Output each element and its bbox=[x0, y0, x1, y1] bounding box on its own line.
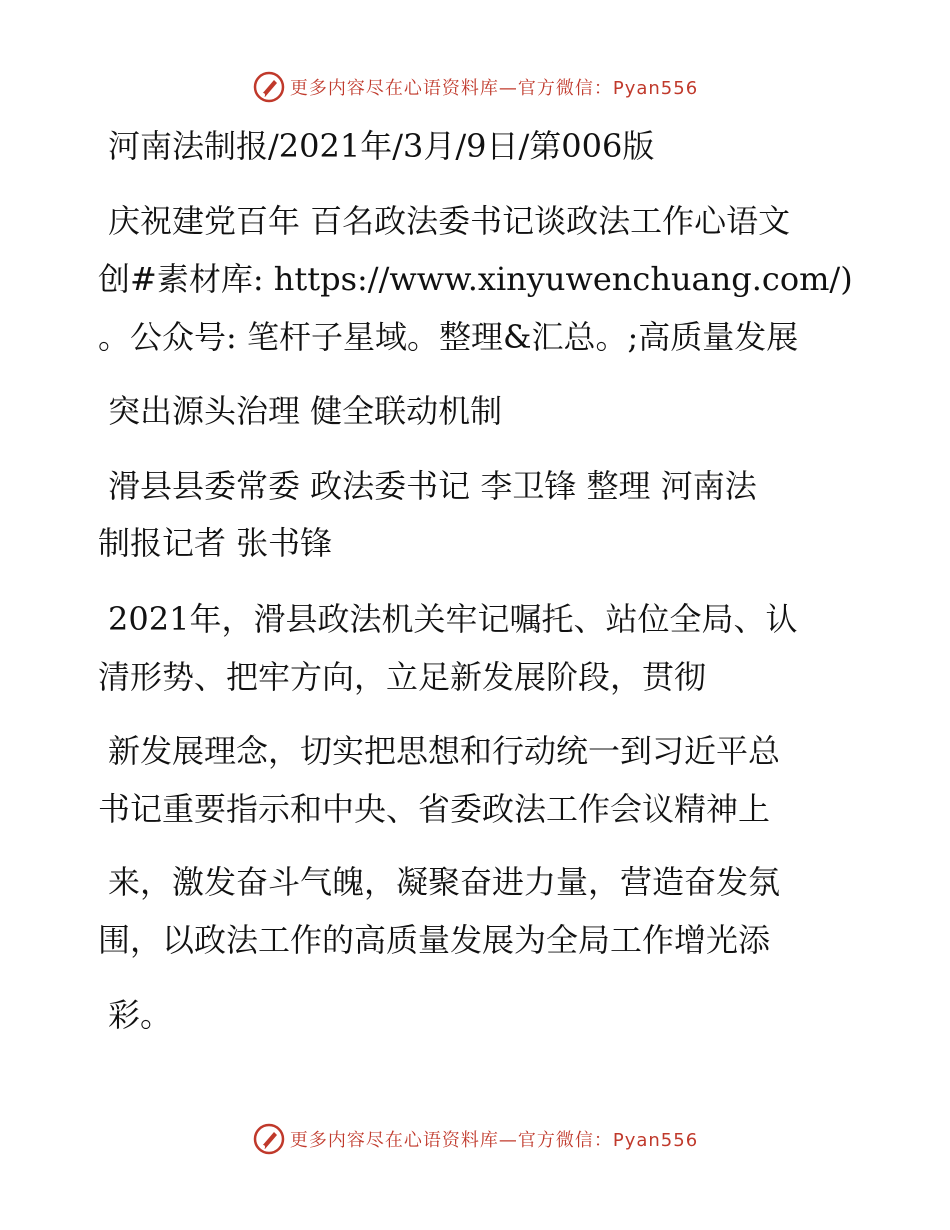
text-line-9: 清形势、把牢方向，立足新发展阶段，贯彻 bbox=[98, 658, 707, 696]
text-line-3: 创#素材库: https://www.xinyuwenchuang.com/) bbox=[98, 260, 853, 298]
text-line-6: 滑县县委常委 政法委书记 李卫锋 整理 河南法 bbox=[108, 467, 757, 505]
header-watermark-banner bbox=[0, 70, 950, 104]
text-line-5: 突出源头治理 健全联动机制 bbox=[108, 392, 503, 430]
text-line-11: 书记重要指示和中央、省委政法工作会议精神上 bbox=[98, 790, 771, 828]
watermark-text: 更多内容尽在心语资料库—官方微信：Pyan556 bbox=[289, 1130, 699, 1151]
text-line-12: 来，激发奋斗气魄，凝聚奋进力量，营造奋发氛 bbox=[108, 863, 781, 901]
text-line-10: 新发展理念，切实把思想和行动统一到习近平总 bbox=[108, 732, 781, 770]
text-line-1: 河南法制报/2021年/3月/9日/第006版 bbox=[108, 127, 655, 165]
text-line-2: 庆祝建党百年 百名政法委书记谈政法工作心语文 bbox=[108, 202, 791, 240]
text-line-4: 。公众号: 笔杆子星域。整理&汇总。;高质量发展 bbox=[98, 318, 799, 356]
text-line-7: 制报记者 张书锋 bbox=[98, 524, 333, 562]
pen-nib-logo-icon bbox=[252, 1122, 286, 1156]
footer-watermark-banner bbox=[0, 1122, 950, 1156]
text-line-13: 围，以政法工作的高质量发展为全局工作增光添 bbox=[98, 921, 771, 959]
text-line-14: 彩。 bbox=[108, 996, 173, 1034]
pen-nib-logo-icon bbox=[252, 70, 286, 104]
watermark-text: 更多内容尽在心语资料库—官方微信：Pyan556 bbox=[289, 78, 699, 99]
text-line-8: 2021年，滑县政法机关牢记嘱托、站位全局、认 bbox=[108, 600, 798, 638]
